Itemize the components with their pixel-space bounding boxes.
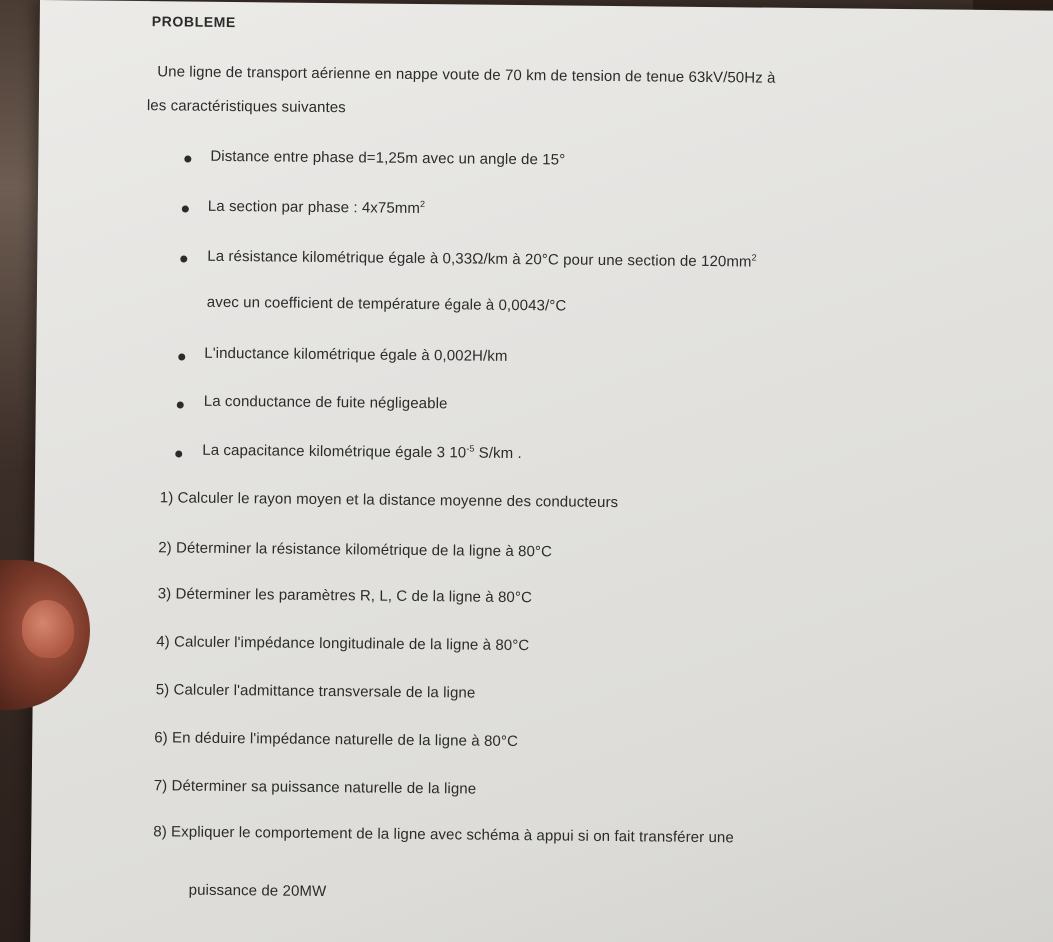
characteristic-item: La conductance de fuite négligeable — [203, 392, 448, 413]
question-item: 4) Calculer l'impédance longitudinale de la ligne à 80°C — [156, 633, 530, 655]
heading: PROBLEME — [151, 13, 237, 31]
characteristic-item: La section par phase : $4x75mm^2$ — [207, 197, 426, 217]
question-item: 7) Déterminer sa puissance naturelle de la ligne — [153, 777, 477, 798]
characteristic-item: L'inductance kilométrique égale à 0,002H/km — [204, 344, 508, 365]
bullet-icon — [177, 401, 184, 408]
characteristic-item: Distance entre phase d=1,25m avec un angle de 15° — [210, 147, 566, 169]
characteristic-continuation: avec un coefficient de température égale à 0,0043/°C — [206, 293, 567, 315]
intro-line-1: Une ligne de transport aérienne en nappe voute de 70 km de tension de tenue 63kV/50Hz à — [157, 63, 776, 87]
question-item: 2) Déterminer la résistance kilométrique de la ligne à 80°C — [158, 539, 553, 561]
bullet-icon — [180, 255, 187, 262]
question-item: 6) En déduire l'impédance naturelle de la ligne à 80°C — [154, 729, 519, 751]
question-item: 1) Calculer le rayon moyen et la distance moyenne des conducteurs — [159, 489, 619, 512]
characteristic-item: La capacitance kilométrique égale 3 $10^{-5}$ S/km . — [202, 441, 522, 463]
question-continuation: puissance de 20MW — [188, 881, 327, 901]
intro-line-2: les caractéristiques suivantes — [146, 97, 346, 117]
characteristic-item: La résistance kilométrique égale à 0,33Ω/km à 20°C pour une section de $120mm^2$ — [207, 247, 757, 271]
question-item: 5) Calculer l'admittance transversale de la ligne — [155, 681, 476, 702]
fingernail — [22, 600, 74, 658]
question-item: 3) Déterminer les paramètres R, L, C de la ligne à 80°C — [157, 585, 533, 607]
bullet-icon — [175, 450, 182, 457]
question-item: 8) Expliquer le comportement de la ligne avec schéma à appui si on fait transférer une — [153, 823, 734, 847]
bullet-icon — [182, 205, 189, 212]
document-page — [30, 0, 1053, 942]
bullet-icon — [178, 353, 185, 360]
bullet-icon — [184, 156, 191, 163]
